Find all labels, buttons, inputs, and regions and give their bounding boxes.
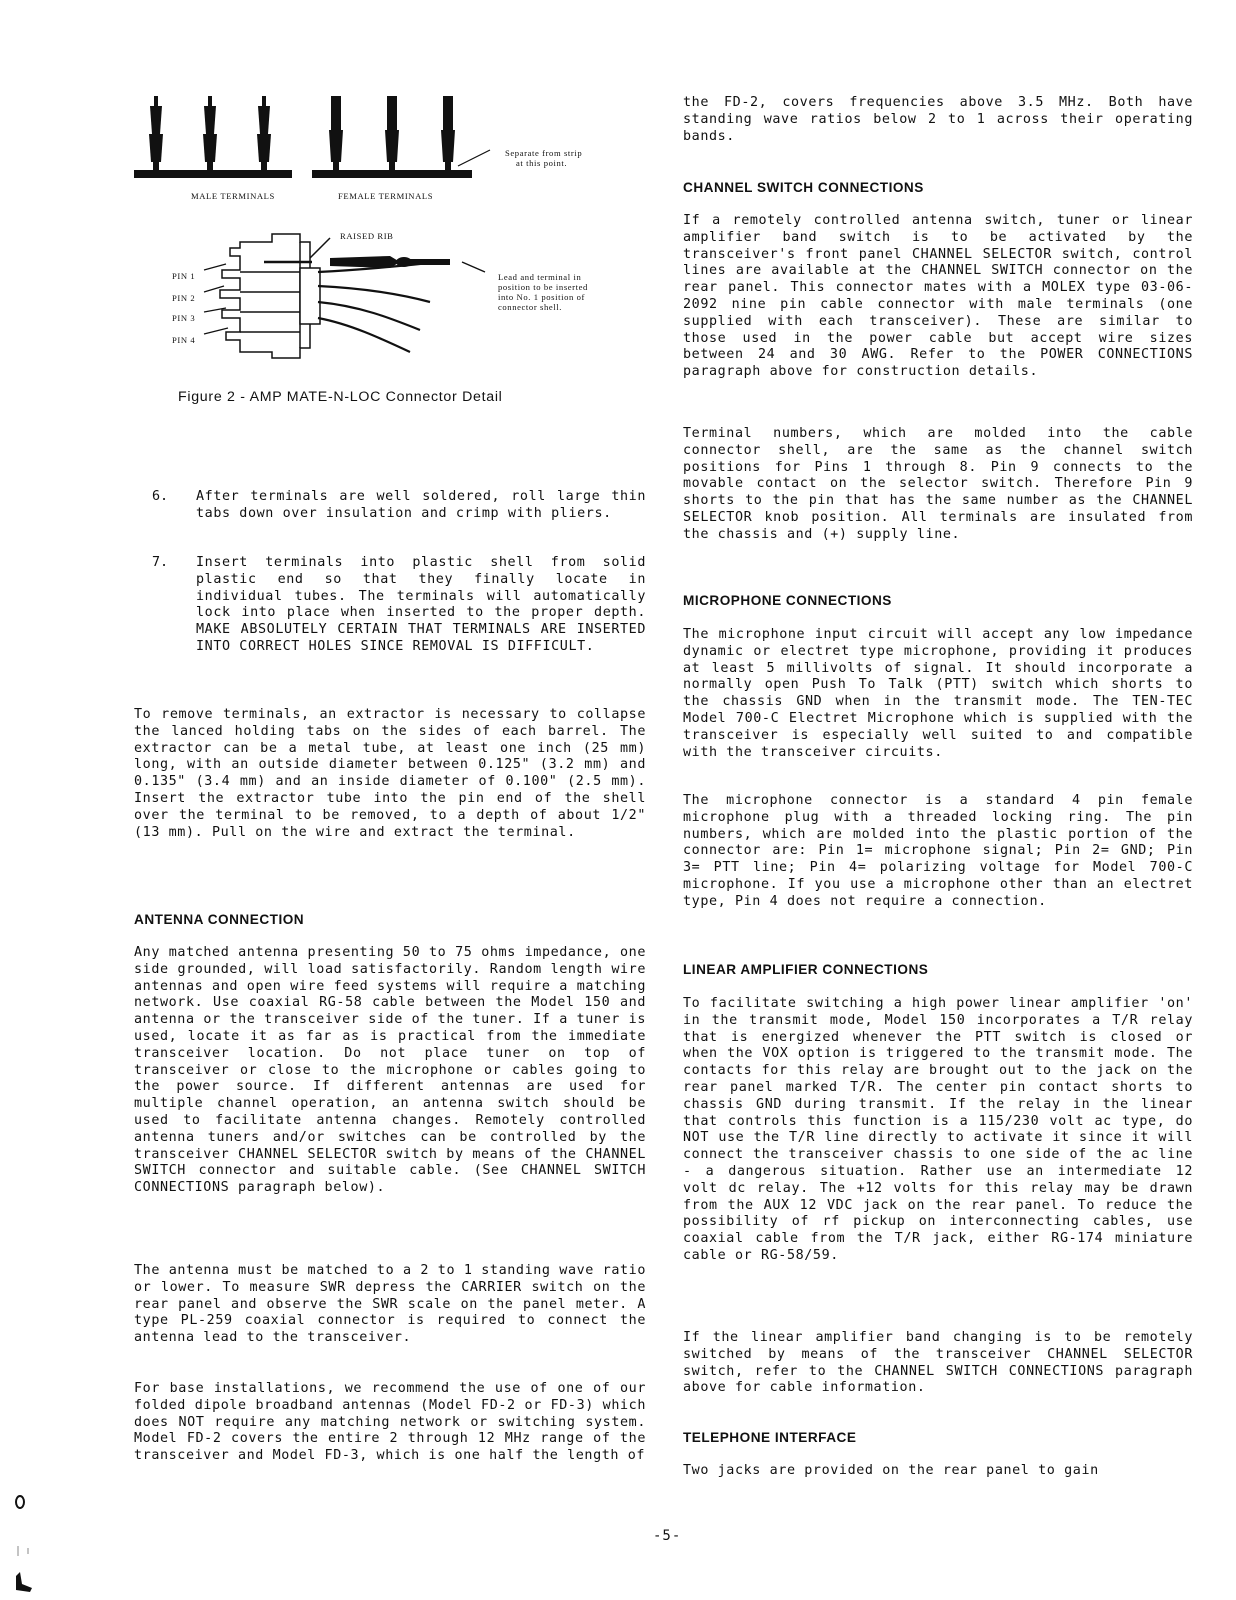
microphone-paragraph-1: The microphone input circuit will accept any low impedance dynamic or electret type microphone, providing it produces at least 5 millivolts of signal. It should incorporate a normally open Push To Talk (PTT) switch which shorts to the chassis GND when in the transmit mode. The TEN-TEC Model 700-C Electret Microphone which is supplied with the transceiver is especially well suited to and compatible with the transceiver circuits.: [683, 627, 1193, 760]
male-terminals-label: MALE TERMINALS: [191, 191, 275, 201]
terminals-strip-figure: [130, 90, 650, 200]
channel-switch-paragraph-2: Terminal numbers, which are molded into the cable connector shell, are the same as the channel switch positions for Pins 1 through 8. Pin 9 connects to the movable contact on the selector switch. Therefore Pin 9 shorts to the pin that has the same number as the CHANNEL SELECTOR knob position. All terminals are insulated from the chassis and (+) supply line.: [683, 426, 1193, 542]
male-terminal: [257, 96, 271, 172]
lead-terminal-label: Lead and terminal in position to be inserted into No. 1 position of connector shell.: [498, 272, 588, 312]
microphone-connections-heading: MICROPHONE CONNECTIONS: [683, 593, 892, 608]
connector-shell-figure: [200, 228, 540, 368]
channel-switch-heading: CHANNEL SWITCH CONNECTIONS: [683, 180, 924, 195]
remove-terminals-paragraph: To remove terminals, an extractor is necessary to collapse the lanced holding tabs on the sides of each barrel. The extractor can be a metal tube, at least one inch (25 mm) long, with an outside diameter between 0.125" (3.2 mm) and 0.135" (3.4 mm) and an inside diameter of 0.100" (2.5 mm). Insert the extractor tube into the pin end of the shell over the terminal to be removed, to a depth of about 1/2" (13 mm). Pull on the wire and extract the terminal.: [134, 707, 646, 840]
antenna-connection-heading: ANTENNA CONNECTION: [134, 912, 305, 927]
female-terminal: [329, 96, 343, 172]
female-terminal: [441, 96, 455, 172]
scan-mark: [10, 1480, 40, 1600]
pin4-label: PIN 4: [172, 335, 196, 345]
pin1-label: PIN 1: [172, 271, 196, 281]
female-terminal: [385, 96, 399, 172]
separate-pointer: [458, 150, 490, 166]
list-item-7: [152, 555, 646, 656]
linear-amplifier-heading: LINEAR AMPLIFIER CONNECTIONS: [683, 962, 929, 977]
microphone-paragraph-2: The microphone connector is a standard 4 pin female microphone plug with a threaded locking ring. The pin numbers, which are molded into the plastic portion of the connector are: Pin 1= microphone signal; Pin 2= GND; Pin 3= PTT line; Pin 4= polarizing voltage for Model 700-C microphone. If you use a microphone other than an electret type, Pin 4 does not require a connection.: [683, 793, 1193, 909]
linear-amplifier-paragraph-1: To facilitate switching a high power linear amplifier 'on' in the transmit mode, Model 150 incorporates a T/R relay that is energized whenever the PTT switch is closed or when the VOX option is triggered to the transmit mode. The contacts for this relay are brought out to the jack on the rear panel marked T/R. The center pin contact shorts to chassis GND during transmit. If the relay in the linear that controls this function is a 115/230 volt ac type, do NOT use the T/R line directly to activate it since it will connect the transceiver chassis to one side of the ac line - a dangerous situation. Rather use an intermediate 12 volt dc relay. The +12 volts for this relay may be drawn from the AUX 12 VDC jack on the rear panel. To reduce the possibility of rf pickup on interconnecting cables, use coaxial cable from the T/R jack, either RG-174 miniature cable or RG-58/59.: [683, 996, 1193, 1263]
female-terminals-label: FEMALE TERMINALS: [338, 191, 434, 201]
list-text: Insert terminals into plastic shell from solid plastic end so that they finally locate in individual tubes. The terminals will automatically lock into place when inserted to the proper depth. MAKE ABSOLUTELY CERTAIN THAT TERMINALS ARE INSERTED INTO CORRECT HOLES SINCE REMOVAL IS DIFFICULT.: [196, 555, 646, 654]
pin2-label: PIN 2: [172, 293, 196, 303]
antenna-paragraph-2: The antenna must be matched to a 2 to 1 standing wave ratio or lower. To measure SWR depress the CARRIER switch on the rear panel and observe the SWR scale on the panel meter. A type PL-259 coaxial connector is required to connect the antenna lead to the transceiver.: [134, 1263, 646, 1346]
raised-rib-label: RAISED RIB: [340, 231, 394, 241]
antenna-paragraph-3: For base installations, we recommend the use of one of our folded dipole broadband antennas (Model FD-2 or FD-3) which does NOT require any matching network or switching system. Model FD-2 covers the entire 2 through 12 MHz range of the transceiver and Model FD-3, which is one half the length of: [134, 1381, 646, 1464]
list-number: 7.: [152, 555, 169, 570]
antenna-paragraph-1: Any matched antenna presenting 50 to 75 ohms impedance, one side grounded, will load satisfactorily. Random length wire antennas and open wire feed systems will require a matching network. Use coaxial RG-58 cable between the Model 150 and antenna or the transceiver side of the tuner. If a tuner is used, locate it as far as is practical from the immediate transceiver location. Do not place tuner on top of transceiver or close to the microphone or cables going to the power source. If different antennas are used for multiple channel operation, an antenna switch should be used to facilitate antenna changes. Remotely controlled antenna tuners and/or switches can be controlled by the transceiver CHANNEL SELECTOR switch by means of the CHANNEL SWITCH connector and suitable cable. (See CHANNEL SWITCH CONNECTIONS paragraph below).: [134, 945, 646, 1196]
male-terminal: [203, 96, 217, 172]
channel-switch-paragraph-1: If a remotely controlled antenna switch, tuner or linear amplifier band switch is to be activated by the transceiver's front panel CHANNEL SELECTOR switch, control lines are available at the CHANNEL SWITCH connector on the rear panel. This connector mates with a MOLEX type 03-06-2092 nine pin cable connector with male terminals (one supplied with each transceiver). These are similar to those used in the power cable but accept wire sizes between 24 and 30 AWG. Refer to the POWER CONNECTIONS paragraph above for construction details.: [683, 213, 1193, 380]
separate-label: Separate from strip at this point.: [505, 148, 583, 168]
page-number: -5-: [653, 1528, 682, 1544]
telephone-interface-heading: TELEPHONE INTERFACE: [683, 1430, 857, 1445]
list-number: 6.: [152, 489, 169, 504]
telephone-paragraph-1: Two jacks are provided on the rear panel to gain: [683, 1463, 1099, 1478]
fd2-continuation-paragraph: the FD-2, covers frequencies above 3.5 MHz. Both have standing wave ratios below 2 to 1 across their operating bands.: [683, 95, 1193, 144]
linear-amplifier-paragraph-2: If the linear amplifier band changing is to be remotely switched by means of the transceiver CHANNEL SELECTOR switch, refer to the CHANNEL SWITCH CONNECTIONS paragraph above for cable information.: [683, 1330, 1193, 1396]
figure-caption: Figure 2 - AMP MATE-N-LOC Connector Detail: [178, 389, 503, 405]
list-item-6: [152, 489, 646, 523]
male-terminal: [149, 96, 163, 172]
pin3-label: PIN 3: [172, 313, 196, 323]
list-text: After terminals are well soldered, roll large thin tabs down over insulation and crimp with pliers.: [196, 489, 646, 521]
